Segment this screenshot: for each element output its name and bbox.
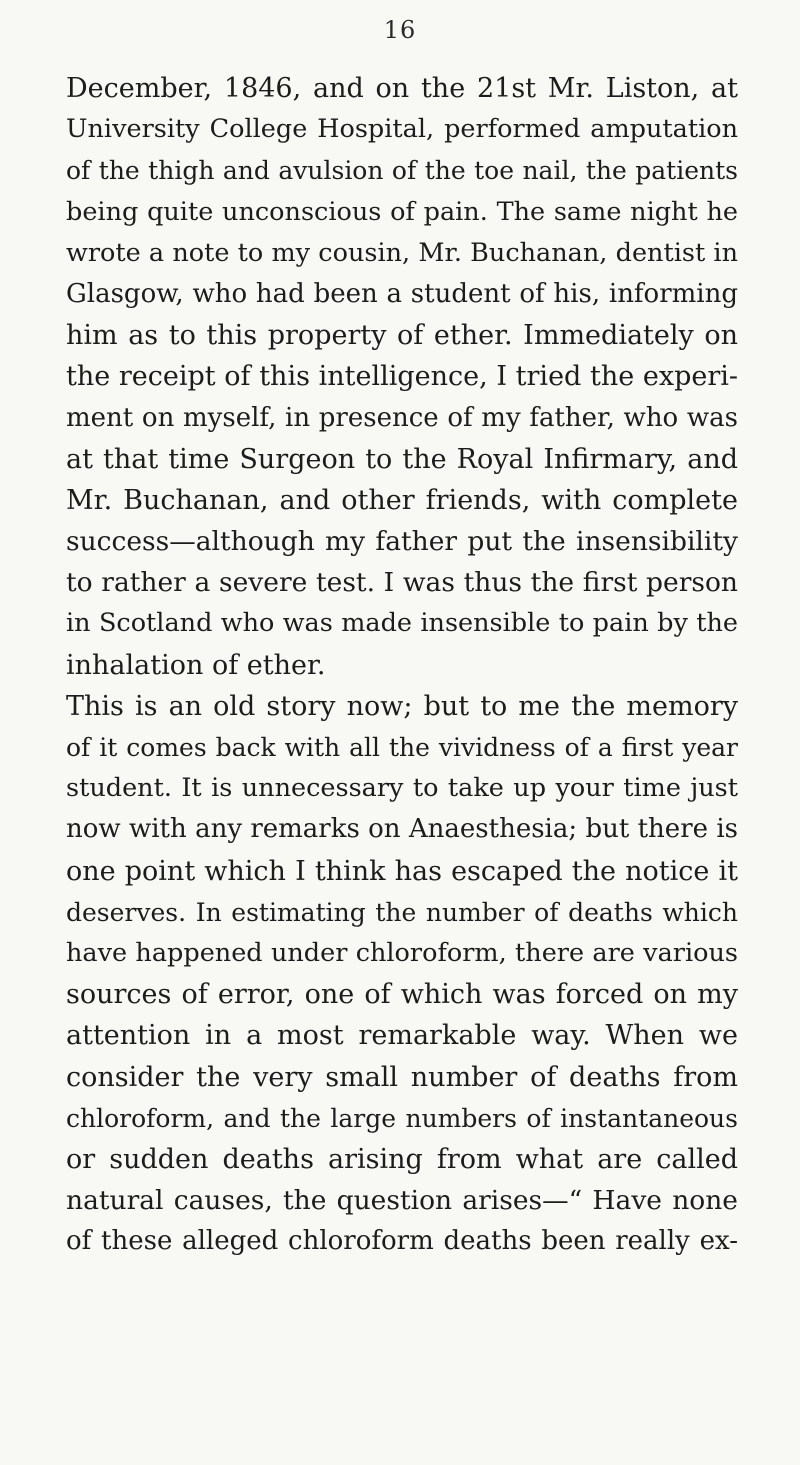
text-line: attention in a most remarkable way. When we — [66, 1020, 738, 1052]
text-line: of the thigh and avulsion of the toe nail, the patients — [66, 156, 738, 186]
text-line: of these alleged chloroform deaths been really ex- — [66, 1226, 738, 1257]
text-line: Glasgow, who had been a student of his, informing — [66, 278, 738, 309]
text-line: deserves. In estimating the number of deaths which — [66, 897, 738, 927]
text-line: one point which I think has escaped the notice it — [66, 855, 738, 887]
text-line: now with any remarks on Anaesthesia; but there is — [66, 814, 738, 845]
text-line: or sudden deaths arising from what are called — [66, 1143, 738, 1175]
paragraph-1 — [66, 68, 738, 686]
text-line: him as to this property of ether. Immediately on — [66, 320, 738, 352]
text-line: wrote a note to my cousin, Mr. Buchanan, dentist in — [66, 237, 738, 268]
text-line: the receipt of this intelligence, I tried the experi- — [66, 361, 738, 393]
text-line: ment on myself, in presence of my father, who was — [66, 402, 738, 433]
text-line: chloroform, and the large numbers of instantaneous — [66, 1103, 738, 1133]
text-line: sources of error, one of which was forced on my — [66, 979, 738, 1011]
text-line: Mr. Buchanan, and other friends, with complete — [66, 484, 738, 516]
text-line: inhalation of ether. — [66, 649, 326, 681]
text-line: student. It is unnecessary to take up your time just — [66, 773, 738, 804]
text-line: consider the very small number of deaths from — [66, 1061, 738, 1093]
text-line: to rather a severe test. I was thus the first person — [66, 567, 738, 599]
body-text — [66, 68, 738, 1262]
text-line: December, 1846, and on the 21st Mr. Liston, at — [66, 73, 738, 104]
text-line: This is an old story now; but to me the memory — [66, 690, 738, 722]
page-number: 16 — [383, 16, 417, 44]
text-line: success—although my father put the insensibility — [66, 526, 738, 558]
text-line: natural causes, the question arises—“ Have none — [66, 1185, 738, 1217]
text-line: at that time Surgeon to the Royal Infirmary, and — [66, 443, 738, 475]
text-line: being quite unconscious of pain. The same night he — [66, 196, 738, 227]
paragraph-2 — [66, 686, 738, 1263]
text-line: University College Hospital, performed amputation — [66, 114, 738, 145]
text-line: in Scotland who was made insensible to pain by the — [66, 608, 738, 639]
text-line: of it comes back with all the vividness of a first year — [66, 733, 738, 762]
text-line: have happened under chloroform, there are various — [66, 937, 738, 968]
